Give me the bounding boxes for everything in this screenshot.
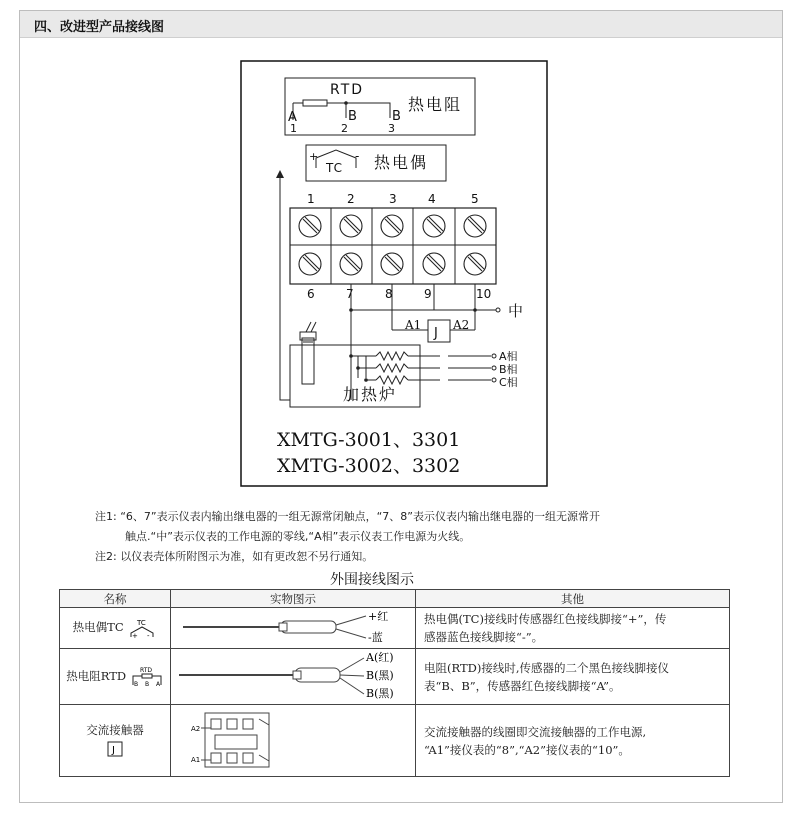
rtd-label: RTD (330, 82, 365, 98)
svg-text:A2: A2 (453, 318, 470, 332)
terminal-numbers-bottom (307, 287, 491, 301)
svg-text:TC: TC (137, 619, 147, 627)
terminal-block (290, 208, 496, 284)
row-rtd-name: 热电阻RTD RTD B B A (60, 649, 171, 705)
rtd-pin-b2: B (392, 109, 401, 124)
table-row (60, 705, 730, 777)
svg-text:+: + (309, 150, 319, 163)
svg-text:-: - (355, 149, 360, 163)
header-picture: 实物图示 (171, 590, 416, 608)
phase-a: A相 (499, 350, 518, 363)
wiring-table (59, 589, 730, 777)
rtd-pin-a: A (288, 110, 297, 125)
rtd-name: 热电阻 (408, 95, 463, 114)
neutral-label: 中 (508, 302, 524, 320)
terminal-numbers-top (307, 192, 479, 206)
furnace-label: 加热炉 (343, 385, 398, 404)
rtd-pin-b1: B (348, 109, 357, 124)
svg-text:-: - (147, 632, 150, 639)
model-line-1: XMTG-3001、3301 (277, 429, 461, 451)
phase-c: C相 (499, 376, 518, 389)
svg-text:B: B (144, 680, 149, 688)
note-1-line-1: 注1: “6、7”表示仪表内输出继电器的一组无源常闭触点，“7、8”表示仪表内输出继电器的一组无源常开 (95, 510, 600, 523)
svg-text:2: 2 (341, 122, 348, 135)
svg-text:10: 10 (476, 287, 492, 301)
section-title: 四、改进型产品接线图 (34, 20, 165, 35)
row-tc-name: 热电偶TC TC + - (60, 608, 171, 649)
row-tc-picture (171, 608, 416, 649)
svg-text:A1: A1 (405, 318, 422, 332)
svg-text:7: 7 (346, 287, 354, 301)
svg-text:3: 3 (388, 122, 395, 135)
svg-text:3: 3 (389, 192, 397, 206)
header-name: 名称 (60, 590, 171, 608)
svg-text:1: 1 (307, 192, 315, 206)
svg-text:B: B (133, 680, 138, 688)
svg-text:+红: +红 (368, 610, 389, 623)
row-tc-other: 热电偶(TC)接线时传感器红色接线脚接“+”，传 感器蓝色接线脚接“-”。 (416, 608, 730, 649)
model-line-2: XMTG-3002、3302 (277, 455, 461, 477)
svg-text:A2: A2 (191, 725, 201, 733)
row-rtd-picture (171, 649, 416, 705)
table-row (60, 649, 730, 705)
svg-text:A1: A1 (191, 756, 201, 764)
phase-b: B相 (499, 363, 518, 376)
svg-text:B(黑): B(黑) (366, 669, 394, 682)
tc-label: TC (326, 161, 344, 175)
row-rtd-other: 电阻(RTD)接线时,传感器的二个黑色接线脚接仪 表“B、B”，传感器红色接线脚接“A”。 (416, 649, 730, 705)
row-contactor-picture (171, 705, 416, 777)
rtd-probe-icon (171, 649, 415, 701)
svg-text:B(黑): B(黑) (366, 687, 394, 700)
row-contactor-name: 交流接触器 J (60, 705, 171, 777)
svg-text:2: 2 (347, 192, 355, 206)
relay-coil (428, 320, 450, 342)
sensor-probe-icon (300, 322, 316, 384)
note-2: 注2: 以仪表壳体所附图示为准，如有更改恕不另行通知。 (95, 550, 374, 563)
rtd-resistor-symbol (303, 100, 327, 106)
header-other: 其他 (416, 590, 730, 608)
table-header-row (60, 590, 730, 608)
svg-text:-蓝: -蓝 (368, 631, 383, 644)
rtd-symbol-icon (130, 665, 164, 689)
svg-text:9: 9 (424, 287, 432, 301)
svg-text:J: J (434, 326, 438, 341)
contactor-device-icon (171, 705, 415, 773)
contactor-symbol-icon (107, 741, 123, 757)
svg-text:6: 6 (307, 287, 315, 301)
svg-text:A: A (155, 680, 160, 688)
table-row (60, 608, 730, 649)
tc-symbol-icon (127, 617, 157, 639)
svg-text:+: + (132, 632, 139, 639)
row-contactor-other: 交流接触器的线圈即交流接触器的工作电源, “A1”接仪表的“8”,“A2”接仪表的“10”。 (416, 705, 730, 777)
svg-text:J: J (112, 744, 115, 756)
svg-text:A(红): A(红) (366, 651, 394, 664)
svg-text:RTD: RTD (139, 666, 152, 674)
svg-text:5: 5 (471, 192, 479, 206)
svg-text:1: 1 (290, 122, 297, 135)
wiring-table-title: 外围接线图示 (330, 572, 414, 588)
svg-text:8: 8 (385, 287, 393, 301)
thermocouple-probe-icon (171, 608, 415, 645)
note-1-line-2: 触点.“中”表示仪表的工作电源的零线,“A相”表示仪表工作电源为火线。 (125, 530, 471, 543)
svg-text:4: 4 (428, 192, 436, 206)
tc-name: 热电偶 (374, 153, 429, 172)
